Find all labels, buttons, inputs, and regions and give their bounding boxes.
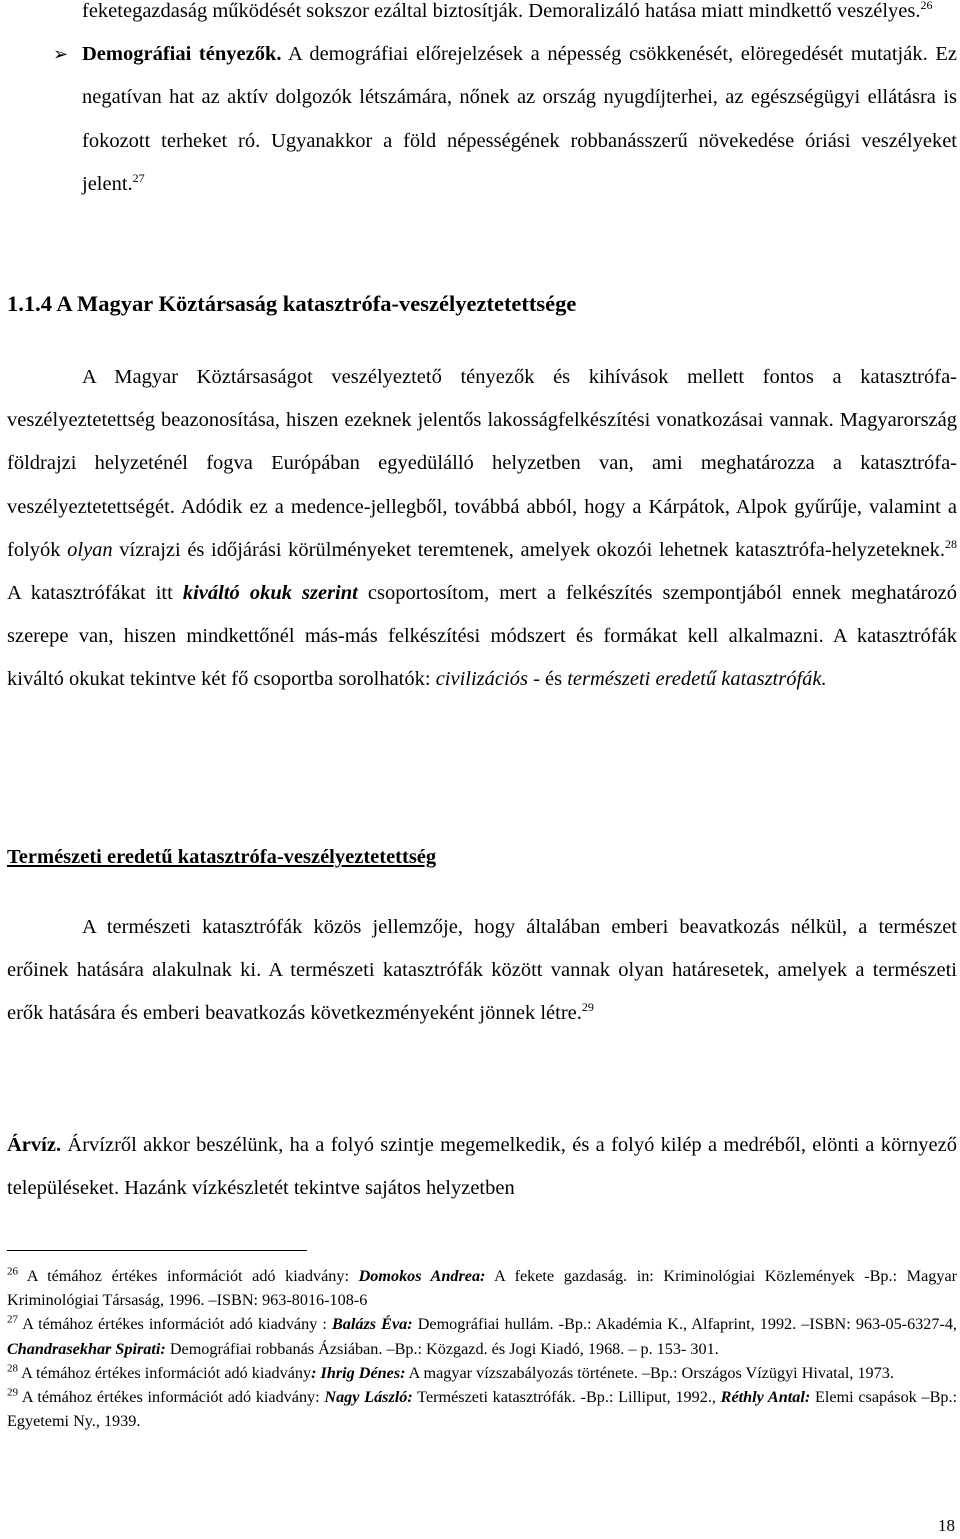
paragraph-1-block [7, 356, 957, 702]
top-block [7, 0, 957, 206]
bullet-term: Demográfiai tényezők. [82, 43, 282, 66]
footnote-ref-26[interactable]: 26 [920, 0, 933, 13]
arrow-bullet-icon: ➢ [53, 44, 69, 65]
page-number: 18 [938, 1516, 955, 1535]
arviz-term: Árvíz. [7, 1134, 62, 1156]
continuation-paragraph [7, 0, 957, 33]
section-heading: 1.1.4 A Magyar Köztársaság katasztrófa-veszélyeztetettsége [7, 291, 577, 316]
paragraph-3-block [7, 1124, 957, 1210]
emphasis-text: kiváltó okuk szerint [182, 582, 358, 605]
bullet-text: A demográfiai előrejelzések a népesség csökkenését, elöregedését mutatják. Ez negatívan hat az aktív dolgozók létszámára, nőnek az ország nyugdíjterhei, az egészségügyi ellátásra is fokozott terheket ró. Ugyanakkor a föld népességének robbanásszerű növekedése óriási veszélyeket jelent. [82, 43, 957, 195]
footnote-28: $^{28}$ A témához értékes információt adó kiadvány: Ihrig Dénes: A magyar vízszabályozás története. –Bp.: Országos Vízügyi Hivatal, 1973. [7, 1362, 894, 1382]
paragraph-1: A Magyar Köztársaságot veszélyeztető tényezők és kihívások mellett fontos a katasztrófa-veszélyeztetettség beazonosítása, hiszen ezeknek jelentős lakosságfelkészítési vonatkozásai vannak. Magyarország földrajzi helyzeténél fogva Európában egyedülálló helyzetben van, ami meghatározza a katasztrófa-veszélyeztetettségét. Adódik ez a medence-jellegből, továbbá abból, hogy a Kárpátok, Alpok gyűrűje, valamint a folyók olyan vízrajzi és időjárási körülményeket teremtenek, amelyek okozói lehetnek katasztrófa-helyzeteknek.$^{28}$ A katasztrófákat itt kiváltó okuk szerint csoportosítom, mert a felkészítés szempontjából ennek meghatározó szerepe van, hiszen mindkettőnél más-más felkészítési módszert és formákat kell alkalmazni. A katasztrófák kiváltó okukat tekintve két fő csoportba sorolhatók: civilizációs - és természeti eredetű katasztrófák. [7, 366, 957, 691]
bullet-demography [7, 33, 957, 206]
continuation-line-1: feketegazdaság működését sokszor ezáltal biztosítják. Demoralizáló hatása miatt [82, 0, 744, 22]
footnote-ref-28[interactable]: 28 [945, 536, 957, 551]
footnote-ref-27[interactable]: 27 [132, 170, 145, 185]
paragraph-2: A természeti katasztrófák közös jellemzője, hogy általában emberi beavatkozás nélkül, a természet erőinek hatására alakulnak ki. A természeti katasztrófák között vannak olyan határesetek, amelyek a természeti erők hatására és emberi beavatkozás következményeként jönnek létre.$^{29}$ [7, 916, 957, 1025]
footnotes [7, 1264, 957, 1433]
footnote-27: $^{27}$ A témához értékes információt adó kiadvány : Balázs Éva: Demográfiai hullám. -Bp.: Akadémia K., Alfaprint, 1992. –ISBN: 963-05-6327-4, Chandrasekhar Spirati: Demográfiai robbanás Ázsiában. –Bp.: Közgazd. és Jogi Kiadó, 1968. – p. 153- 301. [7, 1314, 957, 1358]
subsection-heading: Természeti eredetű katasztrófa-veszélyeztetettség [7, 846, 437, 868]
paragraph-3: Árvíz. Árvízről akkor beszélünk, ha a folyó szintje megemelkedik, és a folyó kilép a medréből, elönti a környező településeket. Hazánk vízkészletét tekintve sajátos helyzetben [7, 1134, 957, 1200]
footnote-divider [7, 1250, 307, 1251]
footnote-ref-29[interactable]: 29 [581, 1000, 594, 1015]
italic-olyan: olyan [67, 538, 113, 561]
footnote-26: $^{26}$ A témához értékes információt adó kiadvány: Domokos Andrea: A fekete gazdaság. in: Kriminológiai Közlemények -Bp.: Magyar Kriminológiai Társaság, 1996. –ISBN: 963-8016-108-6 [7, 1265, 958, 1310]
continuation-line-2: mindkettő veszélyes. [748, 0, 921, 22]
italic-termeszeti: természeti eredetű katasztrófák. [567, 668, 827, 691]
paragraph-2-block [7, 906, 957, 1036]
footnote-29: $^{29}$ A témához értékes információt adó kiadvány: Nagy László: Természeti katasztrófák. -Bp.: Lilliput, 1992., Réthly Antal: Elemi csapások –Bp.: Egyetemi Ny., 1939. [7, 1386, 958, 1431]
italic-civilizacios: civilizációs [435, 668, 528, 691]
